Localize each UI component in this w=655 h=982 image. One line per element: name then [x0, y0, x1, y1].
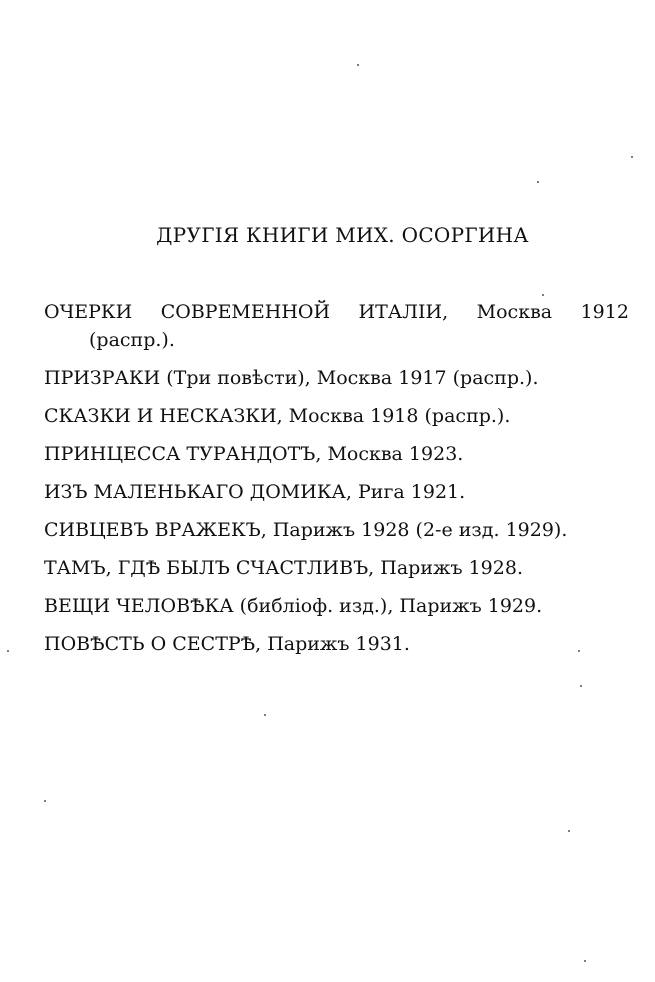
entry-1-word-5: 1912 — [580, 301, 629, 323]
entry-1-word-1: ОЧЕРКИ — [44, 301, 133, 323]
book-entry-9: ПОВѢСТЬ О СЕСТРѢ, Парижъ 1931. — [44, 633, 410, 655]
book-entry-1-continuation — [44, 326, 629, 354]
book-entry-3: СКАЗКИ И НЕСКАЗКИ, Москва 1918 (распр.). — [44, 405, 511, 427]
entry-1-word-3: ИТАЛІИ, — [358, 301, 449, 323]
scan-speck — [542, 294, 544, 296]
page-heading: ДРУГІЯ КНИГИ МИХ. ОСОРГИНА — [156, 223, 529, 247]
book-entry-1 — [44, 298, 629, 354]
scan-speck — [580, 685, 582, 687]
entry-1-continuation-text: (распр.). — [89, 329, 175, 351]
book-entry-1-line — [44, 298, 629, 326]
book-entry-7: ТАМЪ, ГДѢ БЫЛЪ СЧАСТЛИВЪ, Парижъ 1928. — [44, 557, 523, 579]
book-entry-2: ПРИЗРАКИ (Три повѣсти), Москва 1917 (распр.). — [44, 367, 539, 389]
scan-speck — [568, 830, 570, 832]
book-entry-4: ПРИНЦЕССА ТУРАНДОТЪ, Москва 1923. — [44, 443, 464, 465]
entry-1-word-4: Москва — [476, 301, 553, 323]
book-entry-8: ВЕЩИ ЧЕЛОВѢКА (библіоф. изд.), Парижъ 1929. — [44, 595, 543, 617]
book-entry-6: СИВЦЕВЪ ВРАЖЕКЪ, Парижъ 1928 (2-е изд. 1929). — [44, 519, 568, 541]
book-list — [44, 298, 629, 668]
scan-speck — [578, 650, 580, 652]
scan-speck — [357, 64, 359, 66]
scan-speck — [584, 960, 586, 962]
scan-speck — [537, 181, 539, 183]
entry-1-word-2: СОВРЕМЕННОЙ — [160, 301, 331, 323]
scan-speck — [44, 800, 46, 802]
scan-speck — [264, 714, 266, 716]
book-entry-5: ИЗЪ МАЛЕНЬКАГО ДОМИКА, Рига 1921. — [44, 481, 466, 503]
scan-speck — [7, 650, 9, 652]
scan-speck — [631, 156, 633, 158]
